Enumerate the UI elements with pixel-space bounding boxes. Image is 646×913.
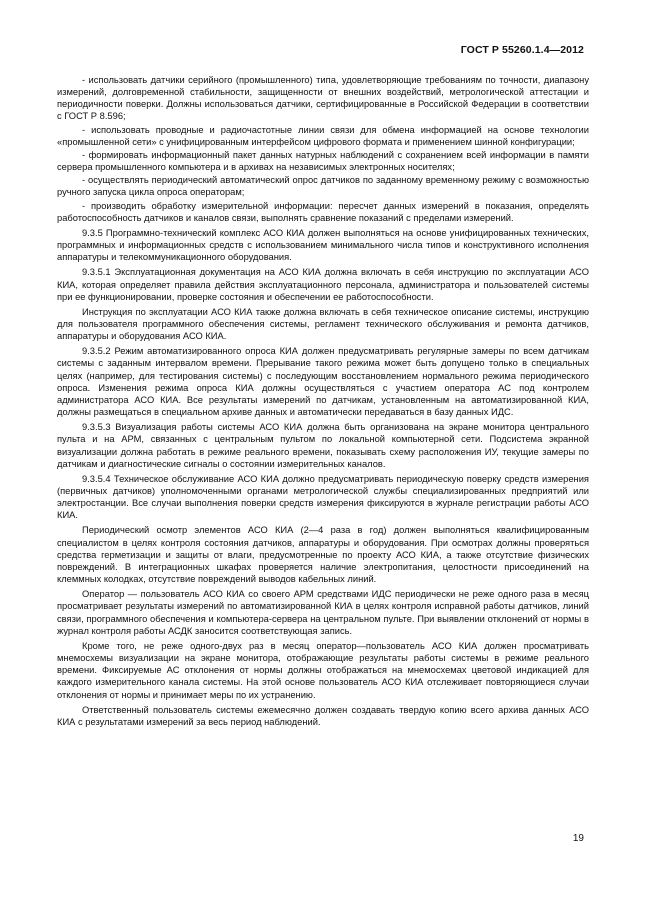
paragraph: Инструкция по эксплуатации АСО КИА также должна включать в себя техническое описание системы, инструкцию для пользователя программного обеспечения системы, регламент технического обслуживания и ремонта датчиков, аппаратуры и оборудования АСО КИА. [57, 306, 589, 342]
paragraph: Периодический осмотр элементов АСО КИА (2—4 раза в год) должен выполняться квалифицированным специалистом в целях контроля состояния датчиков, аппаратуры и оборудования. При осмотрах должны проверяться средства герметизации и защиты от влаги, предусмотренные по проекту АСО КИА, а также отсутствие физических повреждений. В интеграционных шкафах проверяется наличие электропитания, целостности присоединений на клеммных колодках, отсутствие повреждений выводов кабельных линий. [57, 525, 589, 585]
paragraph: - использовать проводные и радиочастотные линии связи для обмена информацией на основе технологии «промышленной сети» с унифицированным интерфейсом цифрового формата и применением шинной конфигурации; [57, 124, 589, 147]
standard-designation: ГОСТ Р 55260.1.4—2012 [460, 44, 584, 56]
body-text [57, 74, 589, 729]
paragraph: - формировать информационный пакет данных натурных наблюдений с сохранением всей информации в памяти сервера промышленного компьютера и в архивах на независимых электронных носителях; [57, 149, 589, 173]
paragraph: Ответственный пользователь системы ежемесячно должен создавать твердую копию всего архива данных АСО КИА с результатами измерений за весь период наблюдений. [57, 704, 589, 727]
paragraph: 9.3.5.3 Визуализация работы системы АСО КИА должна быть организована на экране монитора центрального пульта и на АРМ, связанных с центральным пультом по локальной компьютерной сети. Подсистема экранной визуализации должна работать в режиме реального времени, показывать схему расположения ИУ, текущие замеры по датчикам и диагностические сигналы о состоянии измерительных каналов. [57, 422, 589, 469]
paragraph: Кроме того, не реже одного-двух раз в месяц оператор—пользователь АСО КИА должен просматривать мнемосхемы визуализации на экране монитора, отображающие результаты работы системы в режиме реального времени. Фиксируемые АС отклонения от нормы должны отображаться на мнемосхемах цветовой индикацией для каждого измерительного канала системы. На этой основе пользователь АСО КИА отслеживает повторяющиеся случаи отклонения от нормы и принимает меры по их устранению. [57, 640, 589, 700]
paragraph: - производить обработку измерительной информации: пересчет данных измерений в показания, определять работоспособность датчиков и каналов связи, выполнять сравнение показаний с пределами измерений. [57, 200, 589, 223]
paragraph: Оператор — пользователь АСО КИА со своего АРМ средствами ИДС периодически не реже одного раза в месяц просматривает результаты измерений по автоматизированной КИА в целях контроля исправной работы датчиков, линий связи, программного обеспечения и компьютера-сервера на центральном пульте. При выявлении отклонений от нормы в журнал контроля работы АСДК заносится соответствующая запись. [57, 589, 589, 636]
page-number: 19 [572, 833, 584, 844]
paragraph: 9.3.5 Программно-технический комплекс АСО КИА должен выполняться на основе унифицированных технических, программных и информационных средств с использованием минимального числа типов и конструктивного исполнения аппаратуры и телекоммуникационного оборудования. [57, 227, 589, 263]
paragraph: 9.3.5.2 Режим автоматизированного опроса КИА должен предусматривать регулярные замеры по всем датчикам системы с заданным интервалом времени. Прерывание такого режима может быть допущено только в специальных целях (например, для тестирования системы) с последующим восстановлением нормального режима периодического опроса. Изменения режима опроса КИА должны осуществляться с участием оператора АС под контролем администратора АСО КИА. Все результаты измерений по датчикам, установленным на автоматизированной КИА, должны размещаться в специальном архиве данных и автоматически передаваться в базу данных ИДС. [57, 346, 589, 418]
paragraph: - осуществлять периодический автоматический опрос датчиков по заданному временному режиму с возможностью ручного запуска цикла опроса операторам; [57, 175, 589, 198]
paragraph: 9.3.5.1 Эксплуатационная документация на АСО КИА должна включать в себя инструкцию по эксплуатации АСО КИА, которая определяет правила действия эксплуатационного персонала, администратора и пользователей системы при ее функционировании, проверке состояния и обеспечении ее работоспособности. [57, 267, 589, 302]
paragraph: 9.3.5.4 Техническое обслуживание АСО КИА должно предусматривать периодическую поверку средств измерения (первичных датчиков) уполномоченными органами метрологической службы специализированных предприятий или электростанции. Все случаи выполнения поверки средств измерения фиксируются в журнале регистрации работы АСО КИА. [57, 473, 589, 521]
paragraph: - использовать датчики серийного (промышленного) типа, удовлетворяющие требованиям по точности, диапазону измерений, долговременной стабильности, защищенности от внешних воздействий, метрологической аттестации и периодичности поверки. Должны использоваться датчики, сертифицированные в Российской Федерации в соответствии с ГОСТ Р 8.596; [57, 75, 589, 122]
